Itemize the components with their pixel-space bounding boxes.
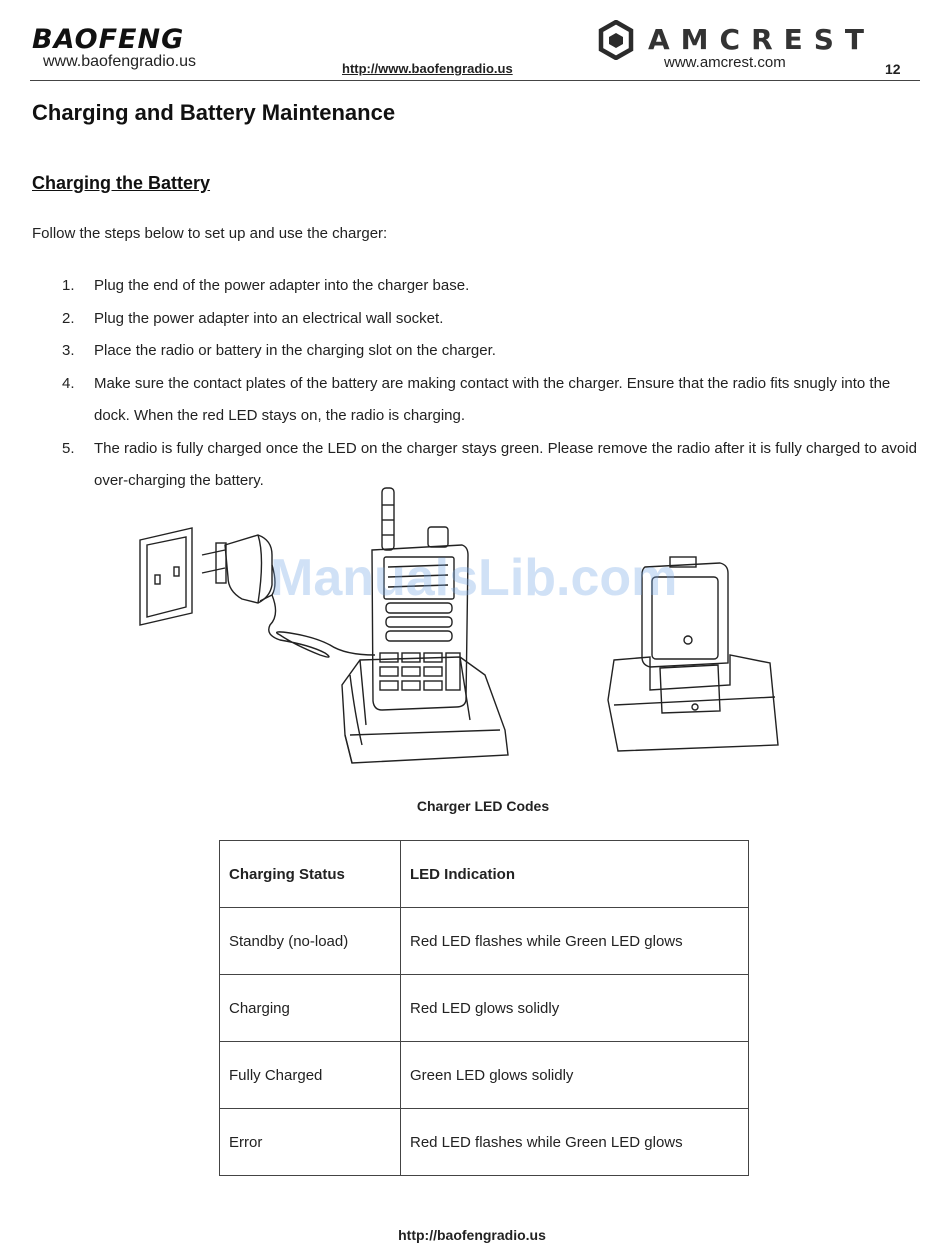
column-header: Charging Status: [220, 841, 401, 908]
table-row: [220, 908, 749, 975]
step-item: [62, 368, 924, 433]
table-cell: Charging: [220, 975, 401, 1042]
step-number: 1.: [62, 277, 75, 294]
table-row: [220, 1042, 749, 1109]
header-divider: [30, 80, 920, 81]
step-number: 4.: [62, 374, 75, 392]
column-header: LED Indication: [401, 841, 749, 908]
table-cell: Red LED flashes while Green LED glows: [401, 908, 749, 975]
wall-socket-icon: [140, 528, 192, 625]
charger-base-left-icon: [342, 657, 508, 763]
step-item: [62, 270, 924, 303]
footer-link[interactable]: http://baofengradio.us: [398, 1227, 546, 1243]
table-cell: Red LED flashes while Green LED glows: [401, 1109, 749, 1176]
step-number: 5.: [62, 439, 75, 457]
table-row: [220, 1109, 749, 1176]
step-number: 3.: [62, 342, 75, 359]
table-row: [220, 975, 749, 1042]
step-text: Make sure the contact plates of the battery are making contact with the charger. Ensure that the radio fits snugly into the dock. When the red LED stays on, the radio is charging.: [94, 374, 891, 424]
page-title: Charging and Battery Maintenance: [32, 100, 396, 125]
header-link[interactable]: http://www.baofengradio.us: [342, 61, 513, 76]
step-number: 2.: [62, 309, 75, 327]
step-item: [62, 335, 924, 368]
step-text: Plug the power adapter into an electrical wall socket.: [94, 309, 444, 327]
watermark: ManualsLib.com: [270, 549, 678, 607]
page-header: [0, 0, 950, 84]
intro-text: Follow the steps below to set up and use the charger:: [32, 225, 388, 242]
table-cell: Green LED glows solidly: [401, 1042, 749, 1109]
table-cell: Standby (no-load): [220, 908, 401, 975]
amcrest-url: www.amcrest.com: [664, 54, 786, 71]
steps-list: [62, 270, 924, 498]
led-codes-table: [219, 840, 749, 1176]
step-text: Plug the end of the power adapter into the charger base.: [94, 277, 470, 294]
charger-illustration: [130, 485, 790, 775]
table-cell: Error: [220, 1109, 401, 1176]
table-header-row: [220, 841, 749, 908]
baofeng-logo: BAOFENG: [32, 24, 185, 55]
table-cell: Fully Charged: [220, 1042, 401, 1109]
step-text: Place the radio or battery in the charging slot on the charger.: [94, 342, 496, 359]
table-cell: Red LED glows solidly: [401, 975, 749, 1042]
section-title: Charging the Battery: [32, 173, 211, 193]
amcrest-logo: AMCREST: [648, 23, 876, 56]
table-caption: Charger LED Codes: [416, 798, 550, 814]
step-text: The radio is fully charged once the LED on the charger stays green. Please remove the radio after it is fully charged to avoid over-charging the battery.: [94, 439, 917, 489]
amcrest-hexagon-icon: [598, 20, 634, 60]
power-adapter-icon: [202, 535, 275, 603]
step-item: [62, 303, 924, 336]
baofeng-url: www.baofengradio.us: [43, 53, 196, 70]
page-number: 12: [885, 61, 901, 77]
